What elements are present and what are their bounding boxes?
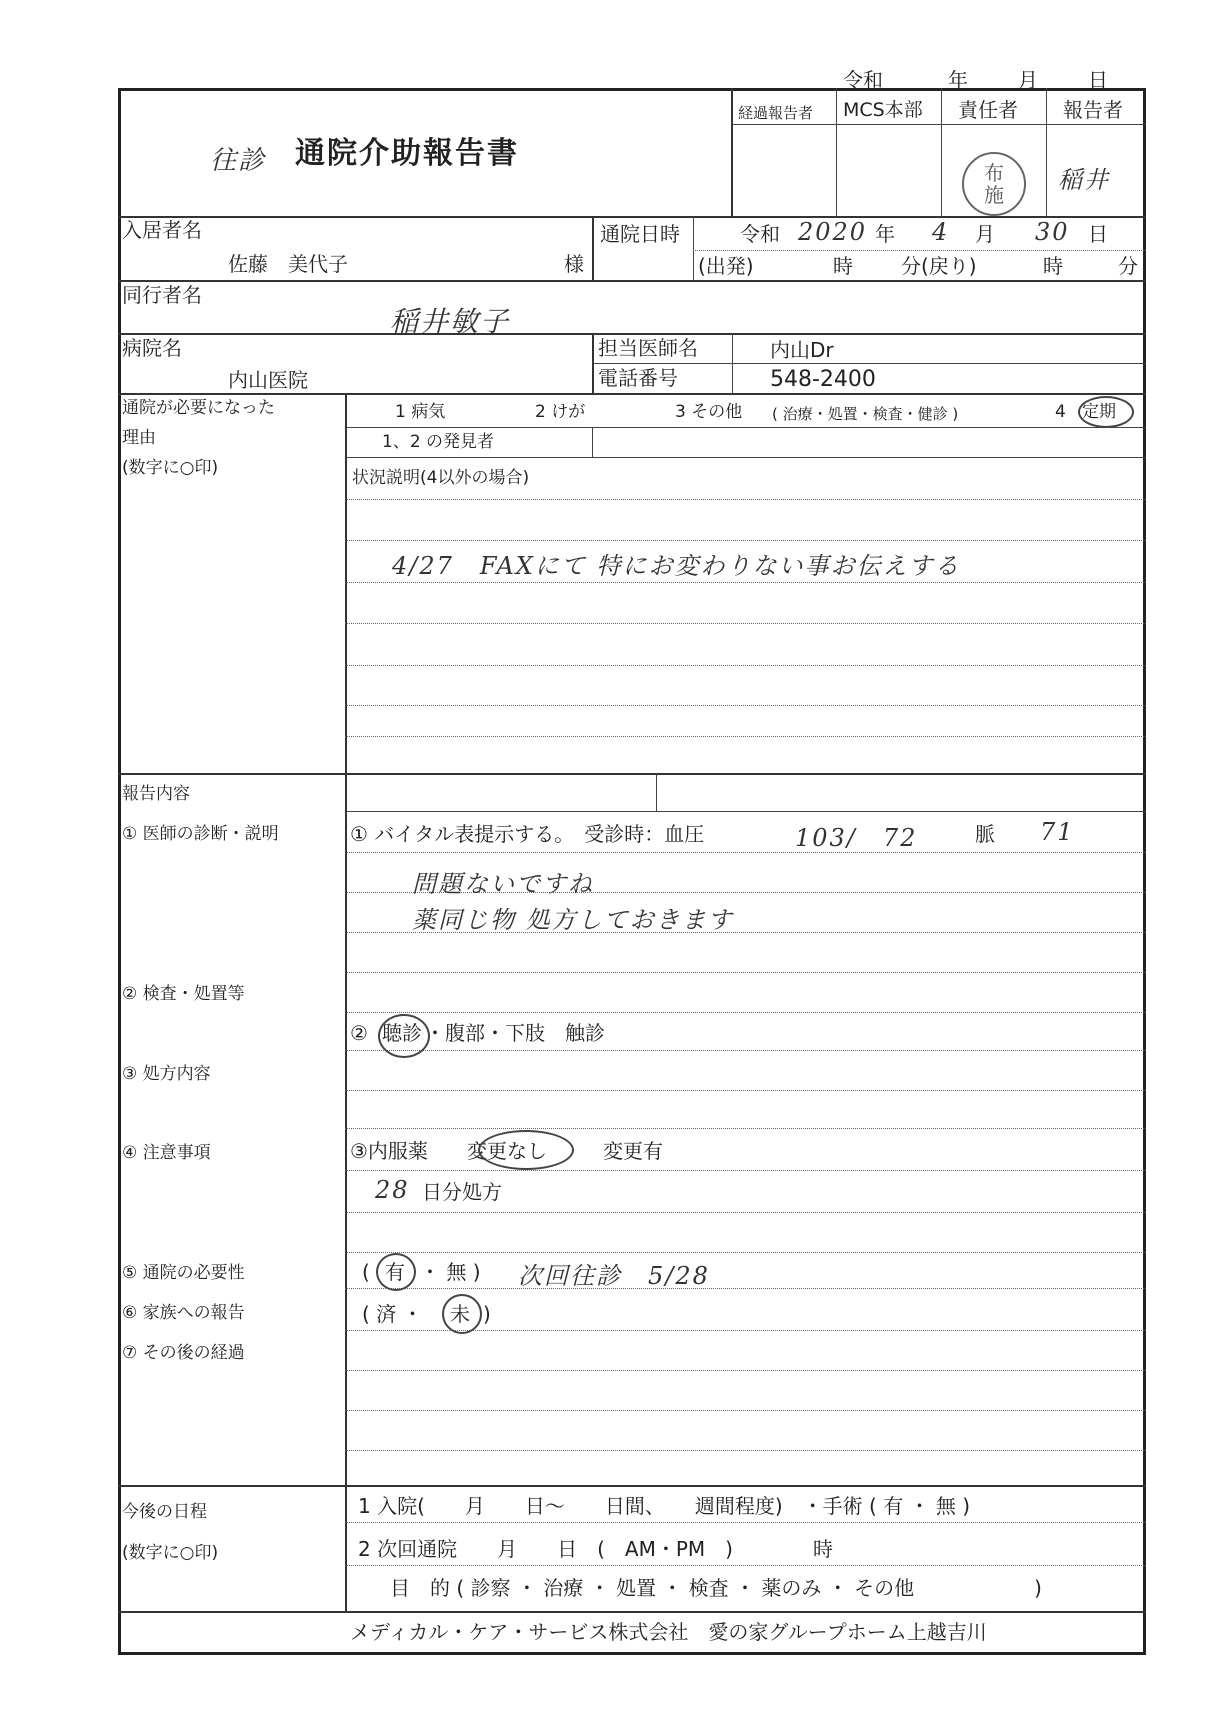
hospital-name: 内山医院 (228, 368, 308, 392)
approval-divider-2 (941, 88, 942, 216)
manager-seal-stamp (962, 152, 1026, 216)
reason-label-divider (345, 393, 347, 773)
schedule-bottom-line (118, 1611, 1146, 1613)
doctor-name: 内山Dr (770, 338, 834, 362)
resident-name: 佐藤 美代子 (228, 252, 348, 276)
reason-option-regular: 定期 (1082, 402, 1116, 422)
companion-name: 稲井敏子 (390, 305, 511, 338)
visit-year-unit: 年 (875, 222, 895, 246)
situation-line-3 (345, 582, 1146, 583)
schedule-label-divider (345, 1485, 347, 1611)
report-line-11 (345, 1252, 1146, 1253)
phone-label: 電話番号 (598, 366, 678, 390)
date-era: 令和 (843, 68, 883, 92)
depart-label: (出発) (698, 254, 754, 278)
blood-pressure-value: 103/ 72 (795, 824, 918, 852)
report-label: 報告内容 (122, 784, 190, 804)
family-not-yet: 未 (450, 1302, 470, 1326)
report-line-12 (345, 1288, 1146, 1289)
finder-label: 1、2 の発見者 (382, 432, 495, 452)
report-label-divider (345, 773, 347, 1485)
schedule-label: 今後の日程 (122, 1502, 207, 1522)
vital-line: ① バイタル表提示する。 受診時：血圧 (350, 822, 705, 846)
necessity-yes: 有 (385, 1260, 405, 1284)
report-line-7 (345, 1090, 1146, 1091)
doctor-note-2: 薬同じ物 処方しておきます (412, 906, 734, 934)
schedule-line-2 (345, 1565, 1146, 1566)
phone-number: 548-2400 (770, 367, 876, 392)
report-item-progress: ⑦ その後の経過 (122, 1343, 245, 1363)
visit-datetime-label: 通院日時 (600, 222, 680, 246)
date-month-unit: 月 (1018, 68, 1038, 92)
companion-bottom-line (118, 333, 1146, 335)
return-minute-unit: 分 (1118, 254, 1138, 278)
document-title: 通院介助報告書 (295, 136, 519, 171)
schedule-label-2: (数字に○印) (122, 1543, 219, 1563)
family-close: ) (483, 1302, 491, 1326)
reason-options-bottom (345, 427, 1146, 428)
depart-hour-unit: 時 (833, 254, 853, 278)
family-open: ( 済 ・ (362, 1302, 423, 1326)
return-hour-unit: 時 (1043, 254, 1063, 278)
reason-option-illness: 1 病気 (395, 402, 446, 422)
reason-label-3: (数字に○印) (122, 458, 219, 478)
report-line-4 (345, 972, 1146, 973)
reason-option-injury: 2 けが (535, 402, 586, 422)
seal-text: 布施 (984, 161, 1004, 207)
resident-bottom-line (118, 280, 1146, 282)
visit-day: 30 (1035, 218, 1070, 246)
medicine-no-change: 変更なし (467, 1139, 547, 1163)
footer-company: メディカル・ケア・サービス株式会社 愛の家グループホーム上越吉川 (350, 1620, 987, 1644)
report-item-exam: ② 検査・処置等 (122, 984, 245, 1004)
title-handwritten-note: 往診 (210, 146, 267, 176)
report-line-1 (345, 852, 1146, 853)
situation-line-5 (345, 665, 1146, 666)
situation-line-2 (345, 540, 1146, 541)
report-line-16 (345, 1450, 1146, 1451)
family-not-yet-circle-mark (442, 1294, 482, 1334)
no-change-circle-mark (478, 1130, 574, 1170)
report-line-5 (345, 1012, 1146, 1013)
report-top-line (345, 811, 1146, 812)
resident-right-border (592, 216, 594, 280)
necessity-rest: ・ 無 ) (420, 1260, 481, 1284)
approval-header-reporter: 報告者 (1063, 98, 1123, 122)
finder-divider (592, 427, 593, 457)
visit-month: 4 (932, 218, 950, 246)
date-year-unit: 年 (948, 68, 968, 92)
report-line-14 (345, 1370, 1146, 1371)
reporter-signature: 稲井 (1058, 166, 1110, 194)
situation-handwritten-text: 4/27 FAXにて 特にお変わりない事お伝えする (392, 552, 961, 580)
report-item-notes: ④ 注意事項 (122, 1143, 211, 1163)
situation-line-1 (345, 499, 1146, 500)
report-top-divider (656, 773, 657, 811)
doctor-label: 担当医師名 (598, 336, 698, 360)
resident-suffix: 様 (564, 252, 584, 276)
approval-left-border (731, 88, 733, 216)
situation-line-6 (345, 705, 1146, 706)
report-line-8 (345, 1128, 1146, 1129)
form-frame (118, 88, 1146, 1655)
schedule-line-1 (345, 1522, 1146, 1523)
next-visit-note: 次回往診 5/28 (518, 1262, 710, 1290)
situation-line-7 (345, 736, 1146, 737)
companion-label: 同行者名 (122, 283, 202, 307)
regular-circle-mark (1078, 396, 1134, 428)
prescription-days: 28 (375, 1176, 410, 1204)
header-bottom-line (118, 216, 1146, 218)
approval-header-progress: 経過報告者 (738, 104, 814, 122)
return-label: 分(戻り) (901, 254, 977, 278)
doctor-note-1: 問題ないですね (412, 870, 594, 898)
visit-mid-line (693, 250, 1146, 251)
reason-label-2: 理由 (122, 428, 156, 448)
reason-option-other: 3 その他 (675, 402, 743, 422)
prescription-days-suffix: 日分処方 (422, 1180, 502, 1204)
visit-day-unit: 日 (1088, 222, 1108, 246)
finder-bottom (345, 457, 1146, 458)
auscultation-circle-mark (378, 1014, 430, 1058)
reason-option-other-detail: ( 治療・処置・検査・健診 ) (772, 405, 959, 423)
report-line-10 (345, 1212, 1146, 1213)
schedule-purpose-line: 目 的 ( 診察 ・ 治療 ・ 処置 ・ 検査 ・ 薬のみ ・ その他 ) (390, 1576, 1042, 1600)
report-line-15 (345, 1410, 1146, 1411)
situation-label: 状況説明(4以外の場合) (352, 468, 530, 488)
hospital-mid-line (592, 363, 1146, 364)
report-line-6 (345, 1050, 1146, 1051)
medicine-change: 変更有 (603, 1139, 663, 1163)
pulse-label: 脈 (975, 822, 995, 846)
reason-label-1: 通院が必要になった (122, 398, 275, 418)
report-item-prescription: ③ 処方内容 (122, 1064, 211, 1084)
hospital-label: 病院名 (122, 336, 182, 360)
report-item-necessity: ⑤ 通院の必要性 (122, 1263, 245, 1283)
approval-divider-3 (1046, 88, 1047, 216)
report-line-9 (345, 1170, 1146, 1171)
visit-month-unit: 月 (975, 222, 995, 246)
medicine-label: ③内服薬 (350, 1139, 428, 1163)
reason-option-4-number: 4 (1055, 402, 1066, 422)
reason-bottom-line (118, 773, 1146, 775)
report-item-family: ⑥ 家族への報告 (122, 1303, 245, 1323)
visit-label-divider (693, 216, 694, 280)
exam-rest: ・腹部・下肢 触診 (425, 1021, 605, 1045)
report-bottom-line (118, 1485, 1146, 1487)
exam-circled-auscultation: 聴診 (382, 1021, 422, 1045)
schedule-next-visit-line: 2 次回通院 月 日 ( AM・PM ) 時 (358, 1537, 833, 1561)
hospital-bottom-line (118, 393, 1146, 395)
visit-era: 令和 (740, 222, 780, 246)
pulse-value: 71 (1040, 818, 1075, 846)
report-item-diagnosis: ① 医師の診断・説明 (122, 824, 279, 844)
approval-divider-1 (836, 88, 837, 216)
exam-number: ② (350, 1021, 368, 1045)
visit-year: 2020 (798, 218, 868, 246)
approval-header-manager: 責任者 (958, 98, 1018, 122)
necessity-open: ( (362, 1260, 370, 1284)
schedule-admission-line: 1 入院( 月 日〜 日間、 週間程度) ・手術 ( 有 ・ 無 ) (358, 1494, 971, 1518)
resident-label: 入居者名 (122, 218, 202, 242)
date-day-unit: 日 (1088, 68, 1108, 92)
approval-header-mcs: MCS本部 (843, 99, 923, 121)
necessity-yes-circle-mark (376, 1253, 416, 1291)
situation-line-4 (345, 623, 1146, 624)
